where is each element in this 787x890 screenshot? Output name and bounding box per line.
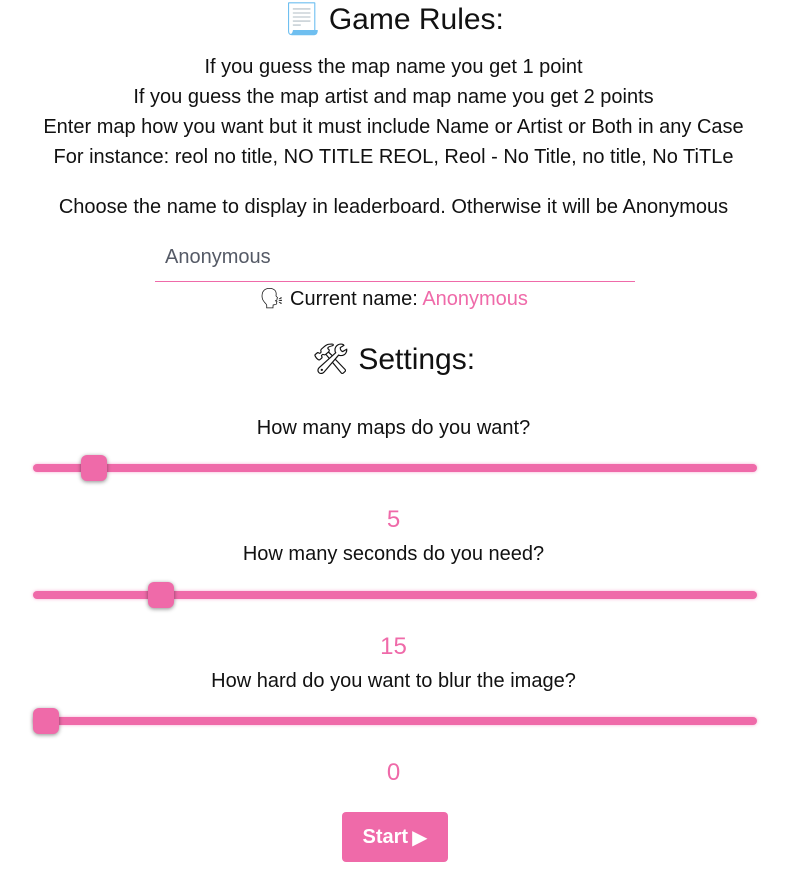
- rule-line-2: If you guess the map artist and map name you get 2 points: [133, 86, 654, 108]
- rule-line-1: If you guess the map name you get 1 point: [204, 56, 583, 78]
- display-name-input[interactable]: [155, 234, 635, 282]
- play-icon: ▶: [412, 826, 428, 849]
- rules-heading: [0, 2, 787, 38]
- rule-line-3: Enter map how you want but it must include Name or Artist or Both in any Case: [43, 116, 744, 138]
- seconds-label: How many seconds do you need?: [242, 543, 545, 565]
- maps-count-label: How many maps do you want?: [256, 417, 531, 439]
- maps-count-slider[interactable]: [33, 464, 757, 472]
- speaking-head-icon: 🗣: [259, 286, 285, 310]
- seconds-slider-thumb[interactable]: [148, 582, 174, 608]
- blur-label: How hard do you want to blur the image?: [211, 670, 576, 692]
- hammer-wrench-icon: 🛠: [311, 342, 350, 377]
- scroll-icon: 📃: [283, 2, 321, 37]
- name-prompt: Choose the name to display in leaderboard. Otherwise it will be Anonymous: [58, 196, 729, 218]
- rule-line-4: For instance: reol no title, NO TITLE REOL, Reol - No Title, no title, No TiTLe: [53, 146, 734, 168]
- rules-title: Game Rules:: [328, 3, 504, 36]
- maps-count-slider-thumb[interactable]: [81, 455, 107, 481]
- settings-title: Settings:: [358, 343, 476, 376]
- maps-count-value: 5: [386, 506, 401, 533]
- blur-value: 0: [386, 759, 401, 786]
- seconds-value: 15: [380, 633, 407, 660]
- settings-heading: [0, 342, 787, 378]
- current-name-row: [0, 285, 787, 312]
- seconds-slider[interactable]: [33, 591, 757, 599]
- start-button[interactable]: [342, 812, 448, 862]
- blur-slider[interactable]: [33, 717, 757, 725]
- blur-slider-thumb[interactable]: [33, 708, 59, 734]
- current-name-value: Anonymous: [422, 288, 528, 310]
- start-button-label: Start: [362, 825, 409, 848]
- current-name-label: Current name:: [290, 288, 418, 310]
